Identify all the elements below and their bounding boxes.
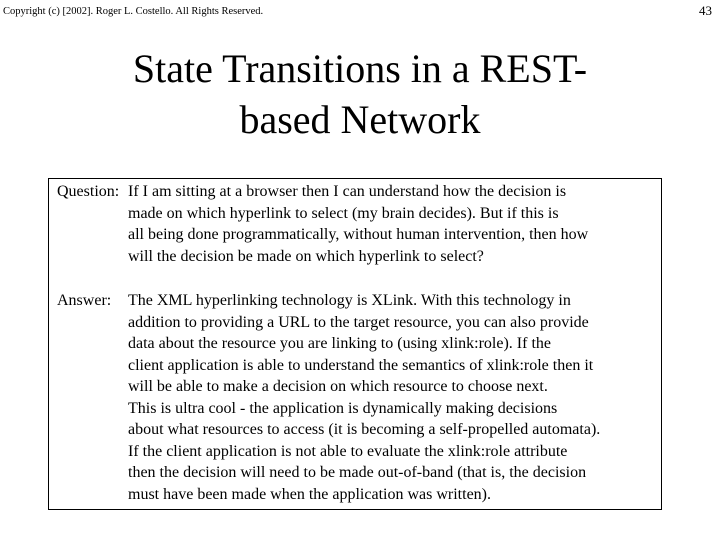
answer-line: will be able to make a decision on which resource to choose next.: [128, 378, 548, 395]
answer-line: about what resources to access (it is becoming a self-propelled automata).: [128, 421, 601, 438]
content-box: [48, 178, 662, 510]
question-text: [128, 181, 659, 267]
copyright-notice: Copyright (c) [2002]. Roger L. Costello. All Rights Reserved.: [3, 6, 264, 17]
question-line: all being done programmatically, without human intervention, then how: [128, 226, 589, 243]
answer-line: must have been made when the application was written).: [128, 485, 491, 503]
answer-line: The XML hyperlinking technology is XLink. With this technology in: [128, 292, 571, 309]
question-block: [57, 181, 659, 267]
answer-line: addition to providing a URL to the target resource, you can also provide: [128, 313, 589, 331]
answer-text: [128, 290, 659, 505]
question-line: If I am sitting at a browser then I can understand how the decision is: [128, 183, 567, 200]
answer-label: Answer:: [57, 292, 112, 309]
slide-title-line: based Network: [239, 97, 481, 142]
page-number: 43: [699, 3, 712, 18]
answer-line: then the decision will need to be made out-of-band (that is, the decision: [128, 464, 587, 481]
question-line: made on which hyperlink to select (my brain decides). But if this is: [128, 204, 559, 222]
question-line: will the decision be made on which hyperlink to select?: [128, 247, 484, 265]
slide-title: [0, 43, 720, 145]
question-label: Question:: [57, 183, 120, 200]
slide-title-line: State Transitions in a REST-: [132, 46, 588, 91]
answer-block: [57, 290, 659, 505]
answer-line: If the client application is not able to evaluate the xlink:role attribute: [128, 442, 568, 460]
answer-line: data about the resource you are linking to (using xlink:role). If the: [128, 335, 551, 352]
answer-line: This is ultra cool - the application is dynamically making decisions: [128, 399, 558, 417]
answer-line: client application is able to understand the semantics of xlink:role then it: [128, 356, 594, 374]
